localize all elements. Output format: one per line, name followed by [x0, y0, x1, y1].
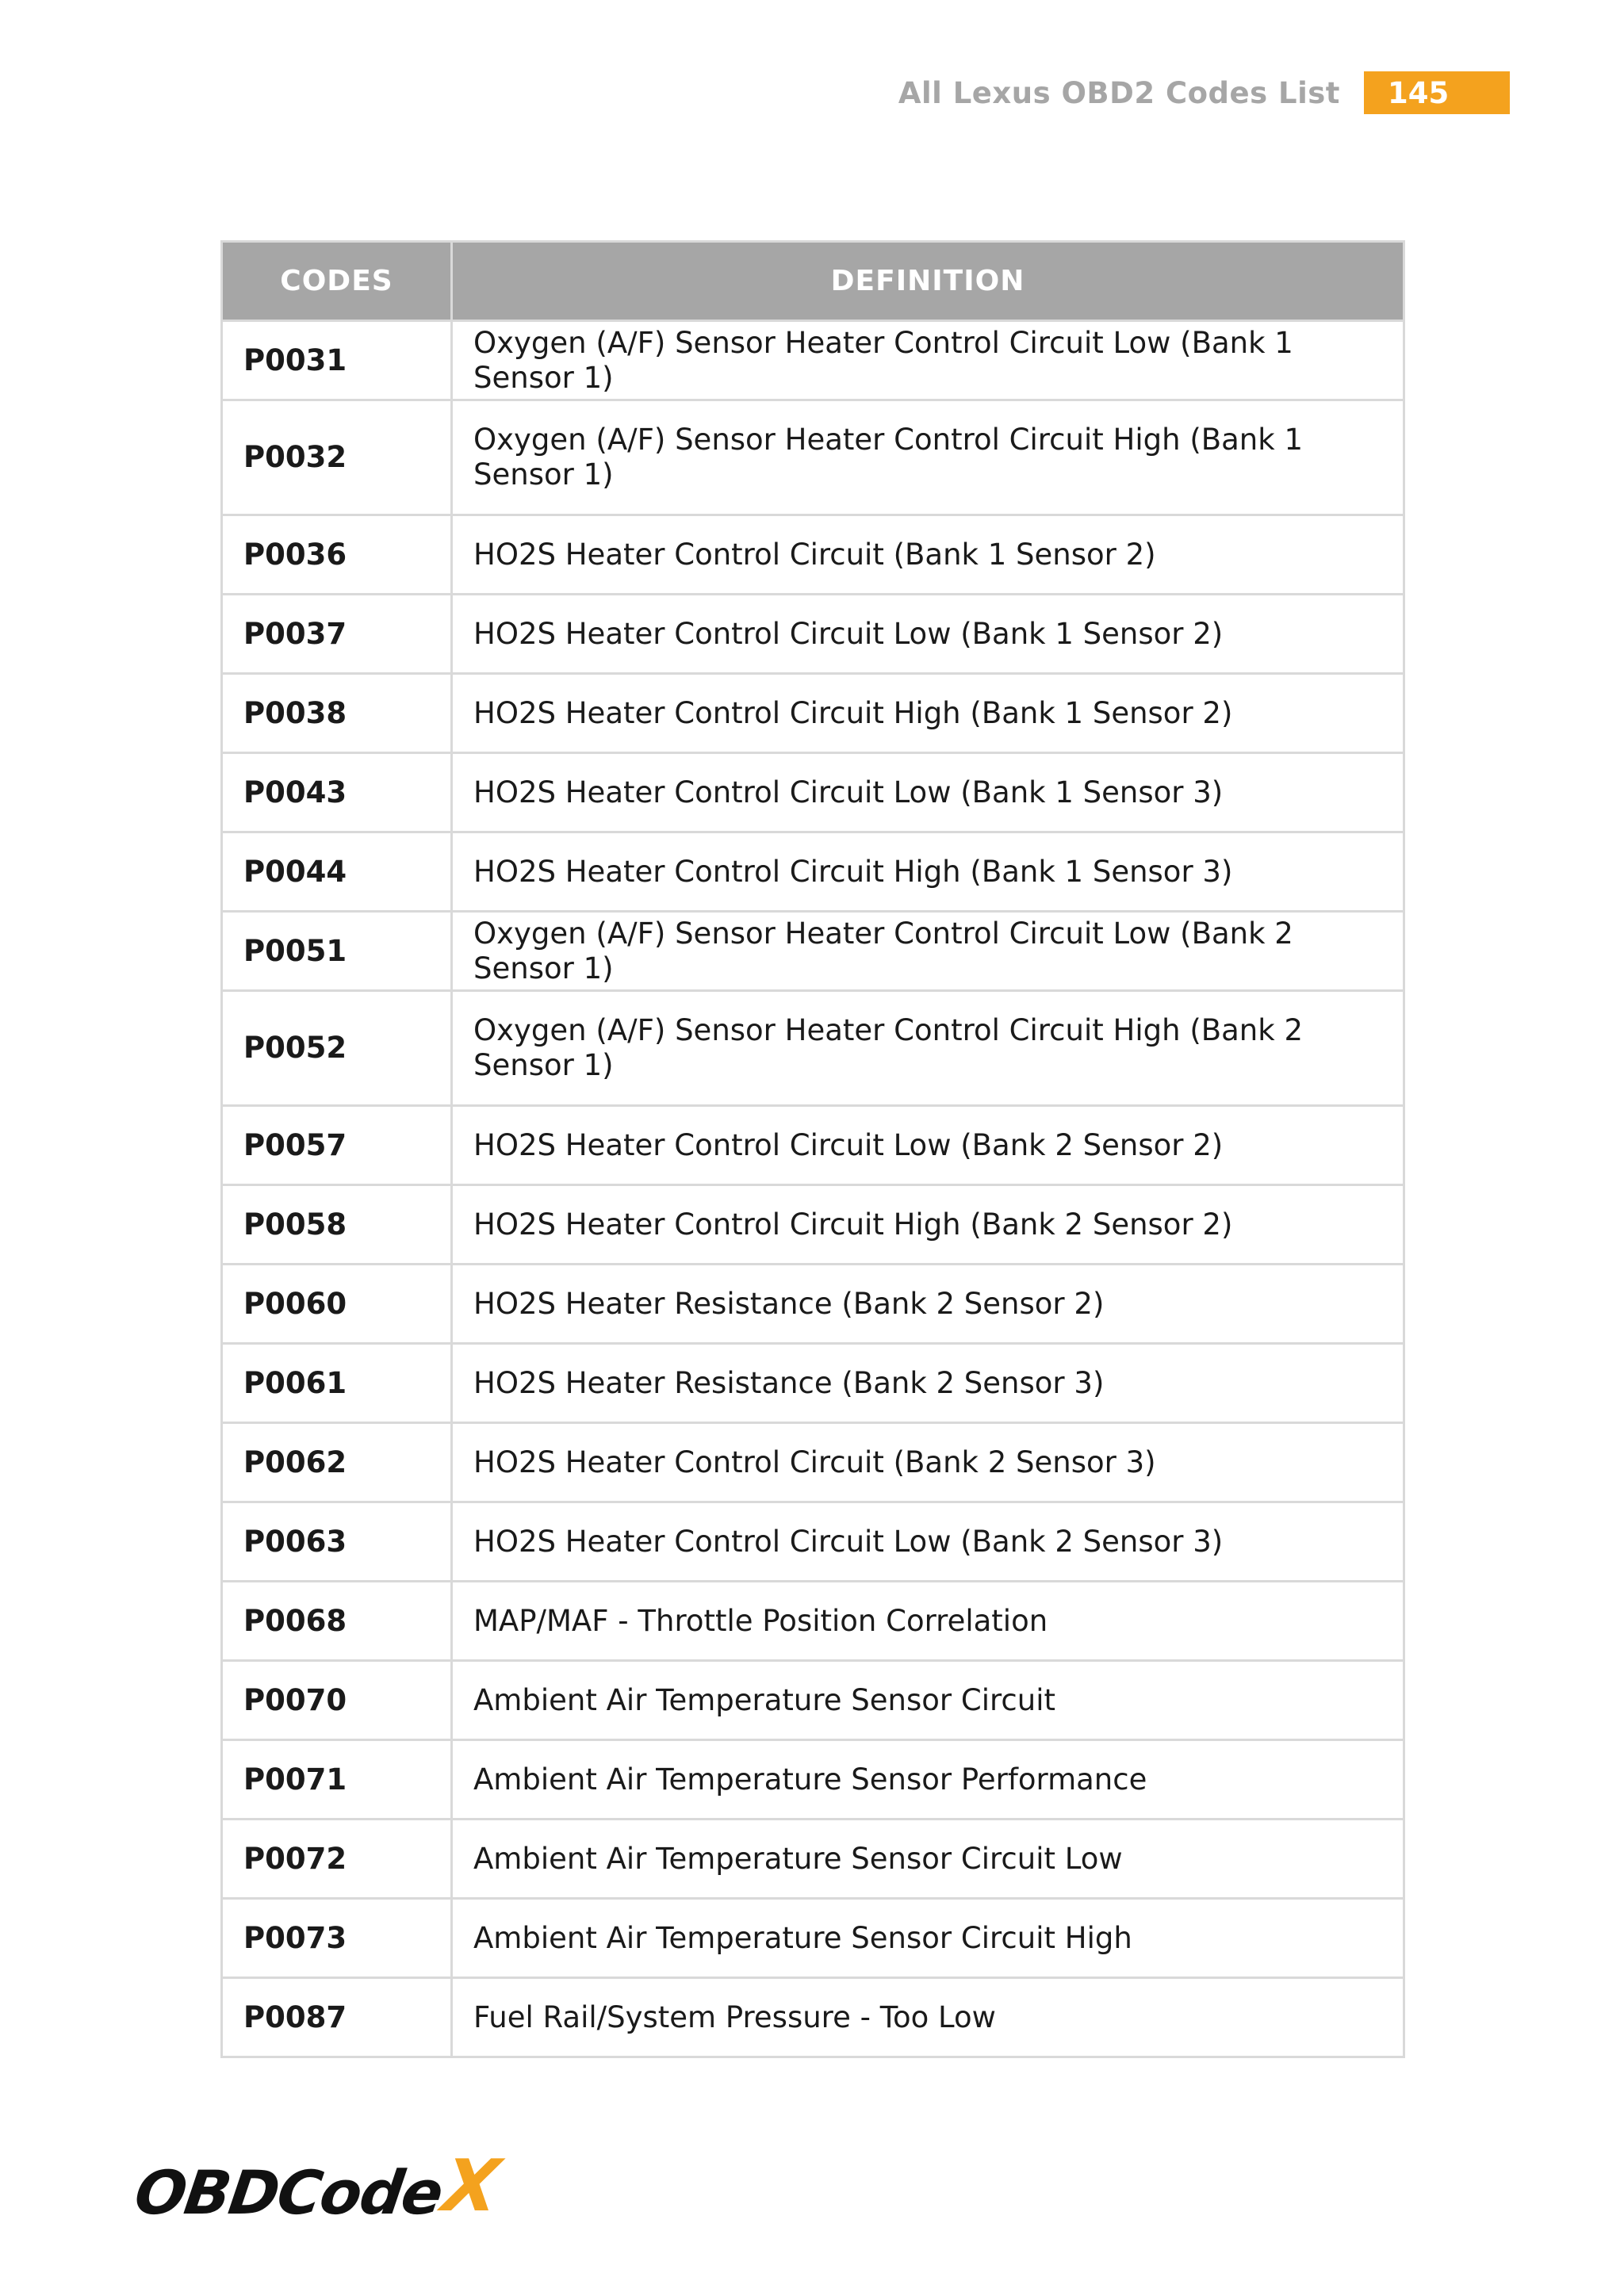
code-cell: P0073: [222, 1899, 452, 1978]
column-header-definition: DEFINITION: [452, 242, 1404, 321]
code-cell: P0044: [222, 832, 452, 912]
obdcodex-logo: [131, 2145, 504, 2228]
table-row: [222, 515, 1404, 595]
code-cell: P0037: [222, 595, 452, 674]
code-cell: P0031: [222, 321, 452, 400]
table-row: [222, 1423, 1404, 1502]
definition-cell: Oxygen (A/F) Sensor Heater Control Circuit Low (Bank 2 Sensor 1): [452, 912, 1404, 991]
table-row: [222, 1820, 1404, 1899]
table-row: [222, 1899, 1404, 1978]
column-header-codes: CODES: [222, 242, 452, 321]
definition-cell: HO2S Heater Control Circuit (Bank 1 Sensor 2): [452, 515, 1404, 595]
definition-cell: Fuel Rail/System Pressure - Too Low: [452, 1978, 1404, 2057]
definition-cell: Oxygen (A/F) Sensor Heater Control Circuit Low (Bank 1 Sensor 1): [452, 321, 1404, 400]
table-row: [222, 1502, 1404, 1582]
definition-cell: Ambient Air Temperature Sensor Circuit Low: [452, 1820, 1404, 1899]
code-cell: P0058: [222, 1185, 452, 1265]
table-header-row: [222, 242, 1404, 321]
table-row: [222, 321, 1404, 400]
table-row: [222, 1106, 1404, 1185]
table-row: [222, 1344, 1404, 1423]
code-cell: P0070: [222, 1661, 452, 1740]
definition-cell: HO2S Heater Control Circuit (Bank 2 Sensor 3): [452, 1423, 1404, 1502]
table-row: [222, 832, 1404, 912]
table-row: [222, 753, 1404, 832]
definition-cell: Ambient Air Temperature Sensor Performance: [452, 1740, 1404, 1820]
table-row: [222, 1582, 1404, 1661]
code-cell: P0052: [222, 991, 452, 1106]
page-number-badge: 145: [1364, 71, 1510, 114]
code-cell: P0061: [222, 1344, 452, 1423]
definition-cell: HO2S Heater Control Circuit High (Bank 1 Sensor 2): [452, 674, 1404, 753]
code-cell: P0038: [222, 674, 452, 753]
definition-cell: HO2S Heater Control Circuit Low (Bank 1 Sensor 2): [452, 595, 1404, 674]
document-title: All Lexus OBD2 Codes List: [898, 75, 1340, 110]
table-row: [222, 595, 1404, 674]
code-cell: P0087: [222, 1978, 452, 2057]
code-cell: P0032: [222, 400, 452, 515]
table-row: [222, 674, 1404, 753]
definition-cell: HO2S Heater Resistance (Bank 2 Sensor 3): [452, 1344, 1404, 1423]
code-cell: P0068: [222, 1582, 452, 1661]
table-row: [222, 1265, 1404, 1344]
code-cell: P0062: [222, 1423, 452, 1502]
definition-cell: Oxygen (A/F) Sensor Heater Control Circuit High (Bank 2 Sensor 1): [452, 991, 1404, 1106]
table-row: [222, 1185, 1404, 1265]
code-cell: P0060: [222, 1265, 452, 1344]
table-row: [222, 991, 1404, 1106]
code-cell: P0057: [222, 1106, 452, 1185]
code-cell: P0036: [222, 515, 452, 595]
definition-cell: MAP/MAF - Throttle Position Correlation: [452, 1582, 1404, 1661]
table-row: [222, 400, 1404, 515]
code-cell: P0043: [222, 753, 452, 832]
page-header: [898, 71, 1510, 114]
definition-cell: Oxygen (A/F) Sensor Heater Control Circuit High (Bank 1 Sensor 1): [452, 400, 1404, 515]
table-row: [222, 912, 1404, 991]
table-row: [222, 1978, 1404, 2057]
definition-cell: HO2S Heater Control Circuit Low (Bank 1 Sensor 3): [452, 753, 1404, 832]
definition-cell: HO2S Heater Control Circuit Low (Bank 2 Sensor 2): [452, 1106, 1404, 1185]
definition-cell: Ambient Air Temperature Sensor Circuit: [452, 1661, 1404, 1740]
logo-accent-x: X: [438, 2145, 504, 2228]
definition-cell: HO2S Heater Resistance (Bank 2 Sensor 2): [452, 1265, 1404, 1344]
definition-cell: HO2S Heater Control Circuit High (Bank 1 Sensor 3): [452, 832, 1404, 912]
definition-cell: HO2S Heater Control Circuit Low (Bank 2 Sensor 3): [452, 1502, 1404, 1582]
code-cell: P0063: [222, 1502, 452, 1582]
table-row: [222, 1740, 1404, 1820]
code-cell: P0051: [222, 912, 452, 991]
logo-wordmark: OBDCode: [130, 2157, 446, 2228]
definition-cell: HO2S Heater Control Circuit High (Bank 2 Sensor 2): [452, 1185, 1404, 1265]
table-row: [222, 1661, 1404, 1740]
definition-cell: Ambient Air Temperature Sensor Circuit High: [452, 1899, 1404, 1978]
code-cell: P0072: [222, 1820, 452, 1899]
codes-table: [220, 240, 1405, 2058]
code-cell: P0071: [222, 1740, 452, 1820]
